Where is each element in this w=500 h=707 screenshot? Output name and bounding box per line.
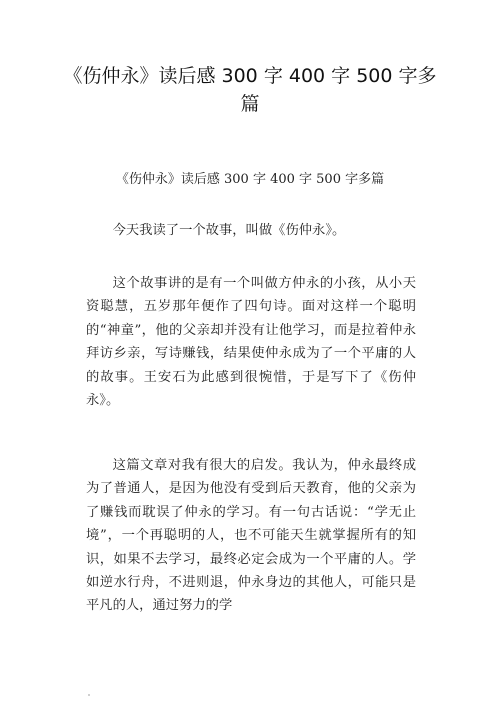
paragraph-1: 今天我读了一个故事，叫做《伤仲永》。 bbox=[112, 223, 346, 238]
page-corner-mark bbox=[88, 694, 90, 696]
paragraph-2: 这个故事讲的是有一个叫做方仲永的小孩，从小天资聪慧，五岁那年便作了四句诗。面对这样一个聪明的“神童”，他的父亲却并没有让他学习，而是拉着仲永拜访乡亲，写诗赚钱，结果使仲永成为了一个平庸的人的故事。王安石为此感到很惋惜，于是写下了《伤仲永》。 bbox=[86, 276, 416, 409]
paragraph-3: 这篇文章对我有很大的启发。我认为，仲永最终成为了普通人，是因为他没有受到后天教育，他的父亲为了赚钱而耽误了仲永的学习。有一句古话说：“学无止境”，一个再聪明的人，也不可能天生就掌握所有的知识，如果不去学习，最终必定会成为一个平庸的人。学如逆水行舟，不进则退，仲永身边的其他人，可能只是平凡的人，通过努力的学 bbox=[86, 458, 416, 614]
document-title: 《伤仲永》读后感 300 字 400 字 500 字多篇 bbox=[63, 65, 437, 115]
document-subtitle: 《伤仲永》读后感 300 字 400 字 500 字多篇 bbox=[115, 172, 385, 187]
